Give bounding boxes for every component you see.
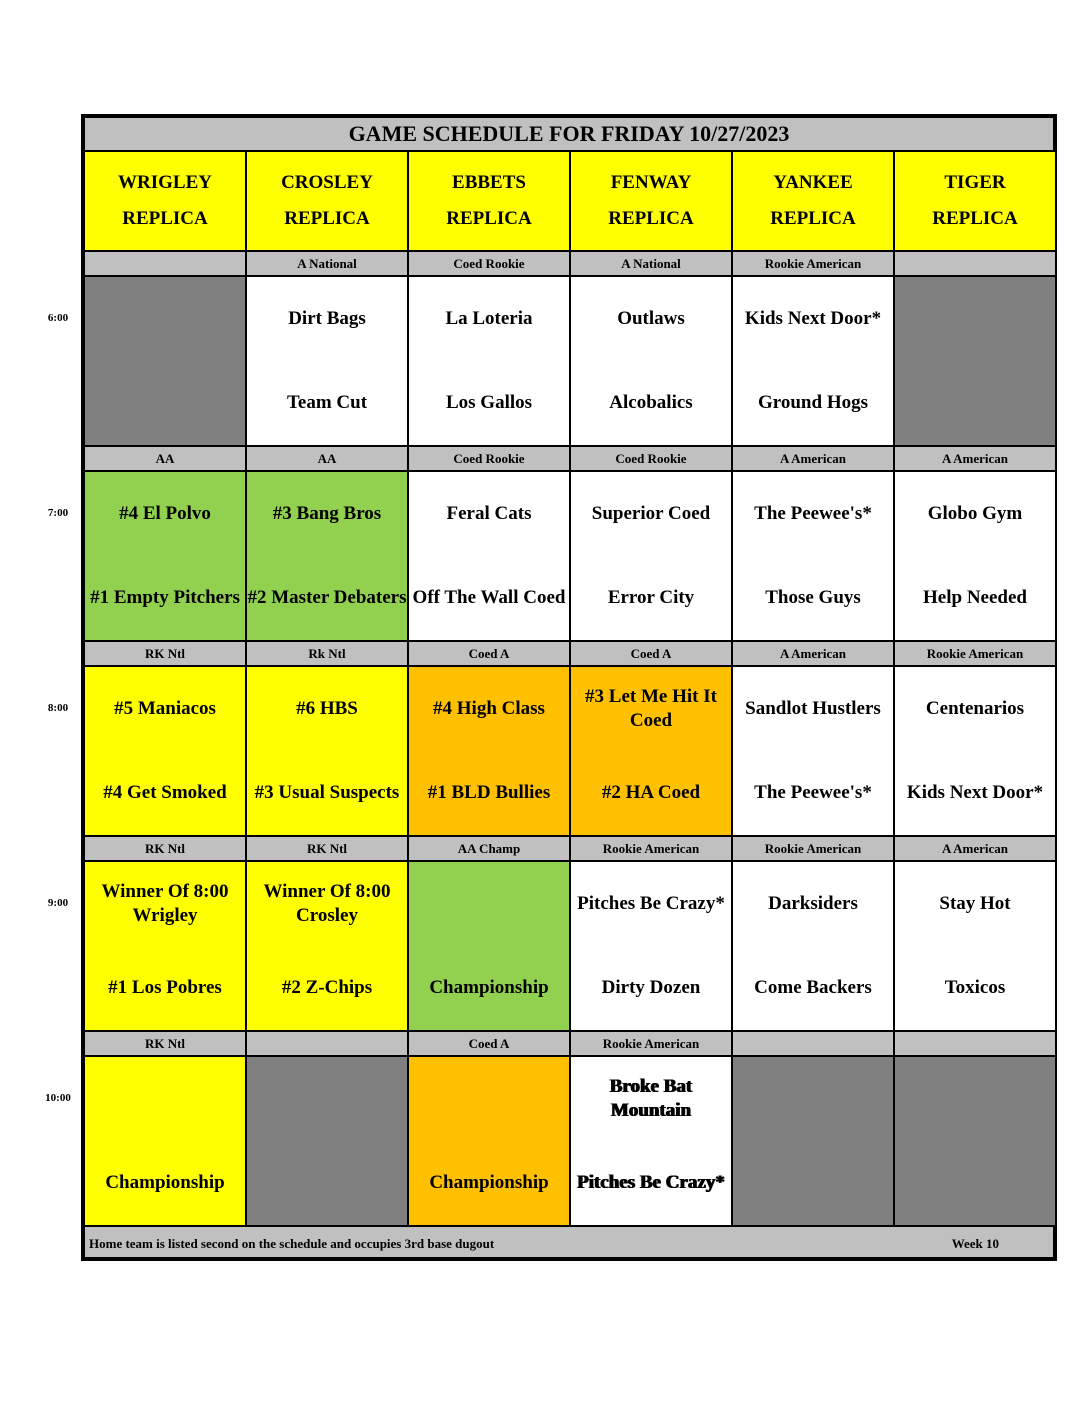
home-team: Toxicos <box>944 977 1006 998</box>
game-cell <box>84 471 246 641</box>
away-team <box>409 1057 569 1141</box>
away-team: #3 Let Me Hit It Coed <box>585 686 717 731</box>
game-cell <box>570 666 732 836</box>
division-label: Rookie American <box>570 1031 732 1056</box>
game-cell <box>84 1056 246 1226</box>
footer-bar <box>84 1226 1054 1258</box>
division-label <box>732 1031 894 1056</box>
time-label: 10:00 <box>45 1092 71 1104</box>
home-team: #2 HA Coed <box>601 782 701 803</box>
schedule-title: GAME SCHEDULE FOR FRIDAY 10/27/2023 <box>84 117 1054 151</box>
field-name: YANKEE <box>773 172 853 193</box>
division-label: Coed A <box>408 641 570 666</box>
away-team: #3 Bang Bros <box>272 503 382 524</box>
away-team: #4 High Class <box>433 698 545 719</box>
away-team: Kids Next Door* <box>744 308 882 329</box>
game-cell <box>246 666 408 836</box>
game-cell <box>732 471 894 641</box>
week-label: Week 10 <box>951 1236 999 1251</box>
game-cell <box>408 1056 570 1226</box>
division-label: A National <box>570 251 732 276</box>
division-label: RK Ntl <box>246 836 408 861</box>
game-cell <box>570 276 732 446</box>
away-team: La Loteria <box>445 308 533 329</box>
division-label: A National <box>246 251 408 276</box>
field-name: CROSLEY <box>281 172 373 193</box>
game-cell <box>84 276 246 446</box>
away-team: #6 HBS <box>296 698 358 719</box>
division-label: AA Champ <box>408 836 570 861</box>
division-label: A American <box>732 446 894 471</box>
game-cell <box>570 1056 732 1226</box>
home-team: #2 Z-Chips <box>281 977 373 998</box>
division-label <box>894 251 1056 276</box>
home-team <box>895 361 1055 445</box>
division-label: Rk Ntl <box>246 641 408 666</box>
away-team <box>247 1057 407 1141</box>
division-label <box>84 251 246 276</box>
away-team: Broke Bat Mountain <box>609 1076 693 1121</box>
field-name: WRIGLEY <box>118 172 212 193</box>
home-team: #1 Los Pobres <box>108 977 222 998</box>
home-team <box>895 1141 1055 1225</box>
game-cell <box>246 861 408 1031</box>
home-team: Error City <box>607 587 695 608</box>
field-name: TIGER <box>944 172 1006 193</box>
schedule-table <box>81 114 1057 1261</box>
time-label: 8:00 <box>47 702 69 714</box>
division-label: RK Ntl <box>84 836 246 861</box>
field-header-fenway <box>570 151 732 251</box>
time-label: 9:00 <box>47 897 69 909</box>
game-cell <box>246 1056 408 1226</box>
game-cell <box>570 861 732 1031</box>
home-team: Come Backers <box>754 977 872 998</box>
division-label: Coed A <box>570 641 732 666</box>
game-cell <box>408 861 570 1031</box>
away-team <box>733 1057 893 1141</box>
division-label: Rookie American <box>894 641 1056 666</box>
time-label: 7:00 <box>47 507 69 519</box>
home-team <box>247 1141 407 1225</box>
division-label: RK Ntl <box>84 1031 246 1056</box>
game-cell <box>408 471 570 641</box>
division-label <box>246 1031 408 1056</box>
division-label: AA <box>84 446 246 471</box>
field-name: EBBETS <box>452 172 526 193</box>
home-team: Kids Next Door* <box>906 782 1044 803</box>
division-label: AA <box>246 446 408 471</box>
home-team: Championship <box>429 1172 549 1193</box>
home-team: Championship <box>429 977 549 998</box>
game-cell <box>84 666 246 836</box>
division-label: Coed A <box>408 1031 570 1056</box>
away-team: Winner Of 8:00 Crosley <box>263 881 391 926</box>
field-name: FENWAY <box>610 172 692 193</box>
game-cell <box>84 861 246 1031</box>
away-team <box>895 277 1055 361</box>
game-cell <box>408 276 570 446</box>
home-team: Alcobalics <box>609 392 693 413</box>
field-header-crosley <box>246 151 408 251</box>
home-team: Los Gallos <box>445 392 533 413</box>
game-cell <box>408 666 570 836</box>
home-team: #1 BLD Bullies <box>427 782 551 803</box>
field-header-ebbets <box>408 151 570 251</box>
time-label: 6:00 <box>47 312 69 324</box>
away-team: Feral Cats <box>446 503 532 524</box>
division-label: A American <box>732 641 894 666</box>
away-team: Centenarios <box>925 698 1025 719</box>
game-cell <box>732 666 894 836</box>
home-team: #1 Empty Pitchers <box>90 587 240 608</box>
away-team: Sandlot Hustlers <box>745 698 881 719</box>
division-label: A American <box>894 446 1056 471</box>
away-team: Superior Coed <box>591 503 711 524</box>
home-team: Ground Hogs <box>758 392 868 413</box>
home-team: #4 Get Smoked <box>103 782 227 803</box>
division-label: RK Ntl <box>84 641 246 666</box>
away-team: Winner Of 8:00 Wrigley <box>101 881 229 926</box>
home-team <box>85 361 245 445</box>
game-cell <box>894 1056 1056 1226</box>
home-team: Dirty Dozen <box>601 977 701 998</box>
away-team: The Peewee's* <box>754 503 872 524</box>
game-cell <box>570 471 732 641</box>
division-label: Coed Rookie <box>408 446 570 471</box>
game-cell <box>894 276 1056 446</box>
away-team <box>85 1057 245 1141</box>
away-team <box>409 862 569 946</box>
game-cell <box>894 471 1056 641</box>
home-team: #2 Master Debaters <box>247 587 407 608</box>
away-team: Globo Gym <box>927 503 1023 524</box>
field-subtitle: REPLICA <box>932 208 1018 229</box>
home-team: Those Guys <box>765 587 861 608</box>
away-team: Stay Hot <box>939 893 1011 914</box>
away-team: Outlaws <box>617 308 685 329</box>
home-team: Help Needed <box>923 587 1027 608</box>
away-team <box>85 277 245 361</box>
away-team: Darksiders <box>768 893 858 914</box>
away-team: #5 Maniacos <box>114 698 216 719</box>
division-label: A American <box>894 836 1056 861</box>
away-team: #4 El Polvo <box>119 503 211 524</box>
division-label: Rookie American <box>570 836 732 861</box>
field-subtitle: REPLICA <box>122 208 208 229</box>
away-team: Dirt Bags <box>288 308 366 329</box>
field-subtitle: REPLICA <box>446 208 532 229</box>
field-header-wrigley <box>84 151 246 251</box>
field-subtitle: REPLICA <box>284 208 370 229</box>
game-cell <box>246 276 408 446</box>
home-team: Off The Wall Coed <box>412 587 566 608</box>
field-header-yankee <box>732 151 894 251</box>
field-subtitle: REPLICA <box>608 208 694 229</box>
game-cell <box>246 471 408 641</box>
home-team: Pitches Be Crazy* <box>577 1172 725 1193</box>
away-team: Pitches Be Crazy* <box>577 893 725 914</box>
division-label <box>894 1031 1056 1056</box>
home-team-note: Home team is listed second on the schedule and occupies 3rd base dugout <box>89 1236 495 1251</box>
division-label: Rookie American <box>732 251 894 276</box>
game-cell <box>894 666 1056 836</box>
field-subtitle: REPLICA <box>770 208 856 229</box>
game-cell <box>894 861 1056 1031</box>
home-team: #3 Usual Suspects <box>254 782 400 803</box>
away-team <box>895 1057 1055 1141</box>
division-label: Coed Rookie <box>408 251 570 276</box>
game-cell <box>732 1056 894 1226</box>
home-team: The Peewee's* <box>754 782 872 803</box>
game-cell <box>732 276 894 446</box>
division-label: Rookie American <box>732 836 894 861</box>
home-team: Championship <box>105 1172 225 1193</box>
home-team <box>733 1141 893 1225</box>
division-label: Coed Rookie <box>570 446 732 471</box>
game-cell <box>732 861 894 1031</box>
field-header-tiger <box>894 151 1056 251</box>
home-team: Team Cut <box>286 392 368 413</box>
